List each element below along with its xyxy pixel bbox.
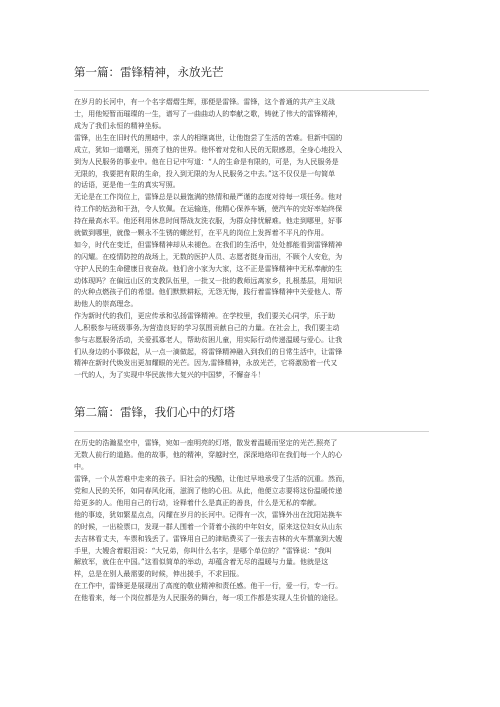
document-page (74, 0, 429, 707)
text-line: 去吉林看丈夫，车票和钱丢了。雷锋用自己的津贴费买了一张去吉林的火车票塞到大嫂 (74, 533, 343, 543)
text-line: 就做到哪里，就像一颗永不生锈的螺丝钉，在平凡的岗位上发挥着不平凡的作用。 (74, 227, 329, 237)
text-line: 手里，大嫂含着眼泪说：“大兄弟，你叫什么名字，是哪个单位的？”雷锋说：“我叫 (74, 545, 332, 555)
text-line: 守护人民的生命健康日夜奋战。他们舍小家为大家，这不正是雷锋精神中无私奉献的生 (74, 263, 343, 273)
text-line: 士，用他短暂而璀璨的一生，谱写了一曲曲动人的奉献之歌，铸就了伟大的雷锋精神， (74, 108, 343, 118)
text-line: 如今，时代在变迁，但雷锋精神却从未褪色。在我们的生活中，处处都能看到雷锋精神 (74, 240, 343, 249)
text-line: 在工作中，雷锋更是展现出了高度的敬业精神和责任感。他干一行，爱一行，专一行。 (74, 581, 343, 590)
paragraph (74, 509, 429, 580)
text-line: 们从身边的小事做起，从一点一滴做起，将雷锋精神融入到我们的日常生活中，让雷锋 (74, 346, 343, 356)
text-line: 参与志愿服务活动，关爱孤寡老人，帮助贫困儿童，用实际行动传递温暖与爱心。让我 (74, 334, 343, 344)
text-line: 无限的，我要把有限的生命，投入到无限的为人民服务之中去。”这不仅仅是一句简单 (74, 168, 336, 178)
text-line: 他的事迹，犹如繁星点点，闪耀在岁月的长河中。记得有一次，雷锋外出在沈阳站换车 (74, 510, 343, 519)
text-line: 解放军，就住在中国。”这看似简单的举动，却蕴含着无尽的温暖与力量。他就是这 (74, 557, 329, 567)
paragraph (74, 132, 429, 191)
text-line: 助他人的崇高理念。 (74, 299, 138, 309)
paragraph (74, 96, 429, 132)
paragraph (74, 310, 429, 381)
text-line: 精神在新时代焕发出更加耀眼的光芒。因为,雷锋精神，永放光芒，它将激励着一代又 (74, 358, 338, 368)
text-line: 无数人前行的道路。他的故事，他的精神，穿越时空，深深地烙印在我们每一个人的心 (74, 449, 343, 459)
text-line: 成为了我们永恒的精神坐标。 (74, 120, 166, 130)
text-line: 的闪耀。在疫情防控的战场上，无数的医护人员、志愿者挺身而出，不顾个人安危，为 (74, 251, 343, 261)
section-divider-1 (74, 90, 429, 91)
text-line: 在他看来，每一个岗位都是为人民服务的舞台，每一项工作都是实现人生价值的途径。 (74, 592, 343, 602)
section-title-1: 第一篇：雷锋精神，永放光芒 (74, 65, 224, 79)
text-line: 到为人民服务的事业中。他在日记中写道：“人的生命是有限的，可是，为人民服务是 (74, 156, 339, 166)
text-line: 在历史的浩瀚星空中，雷锋，宛如一座明亮的灯塔，散发着温暖而坚定的光芒,照亮了 (74, 438, 338, 447)
text-line: 在岁月的长河中，有一个名字熠熠生辉，那便是雷锋。雷锋，这个普通的共产主义战 (74, 97, 336, 106)
text-line: 作为新时代的我们，更应传承和弘扬雷锋精神。在学校里，我们要关心同学，乐于助 (74, 311, 336, 320)
text-line: 无论是在工作岗位上，雷锋总是以最饱满的热情和最严谨的态度对待每一项任务。他对 (74, 192, 343, 201)
paragraph (74, 580, 429, 604)
text-line: 党和人民的关怀，如同春风化雨，滋润了他的心田。从此，他便立志要将这份温暖传递 (74, 485, 343, 495)
text-line: 雷锋，一个从苦难中走来的孩子。旧社会的残酷，让他过早地承受了生活的沉重。然而， (74, 474, 350, 483)
text-line: 人,积极参与班级事务,为营造良好的学习氛围贡献自己的力量。在社会上，我们要主动 (74, 322, 340, 332)
section-divider-2 (74, 431, 429, 432)
paragraph (74, 473, 429, 509)
text-line: 待工作的钻劲和干劲，令人钦佩。在运输连，他精心保养车辆，使汽车的完好率始终保 (74, 203, 343, 213)
text-line: 成立，犹如一道曙光，照亮了他的世界。他怀着对党和人民的无限感恩，全身心地投入 (74, 144, 343, 154)
paragraph (74, 239, 429, 310)
section-title-2: 第二篇：雷锋，我们心中的灯塔 (74, 405, 235, 419)
text-line: 一代的人，为了实现中华民族伟大复兴的中国梦，不懈奋斗！ (74, 370, 265, 380)
text-line: 给更多的人。他用自己的行动，诠释着什么是真正的善良，什么是无私的奉献。 (74, 497, 321, 507)
text-line: 中。 (74, 461, 89, 471)
text-line: 持在最高水平。他还利用休息时间帮战友洗衣服，为群众排忧解难。他走到哪里，好事 (74, 215, 343, 225)
text-line: 的话语，更是他一生的真实写照。 (74, 180, 180, 190)
text-line: 样，总是在别人最需要的时候，伸出援手，不求回报。 (74, 569, 244, 579)
text-line: 的火种点燃孩子们的希望。他们默默耕耘，无怨无悔，践行着雷锋精神中关爱他人、帮 (74, 287, 343, 297)
text-line: 雷锋，出生在旧时代的黑暗中，亲人的相继离世，让他饱尝了生活的苦难。但新中国的 (74, 133, 343, 142)
paragraph (74, 191, 429, 238)
text-line: 动体现吗？在偏远山区的支教队伍里，一批又一批的教师远离家乡，扎根基层，用知识 (74, 275, 343, 285)
paragraph (74, 437, 429, 473)
text-line: 的时候，一出检票口，发现一群人围着一个背着小孩的中年妇女，原来这位妇女从山东 (74, 521, 343, 531)
